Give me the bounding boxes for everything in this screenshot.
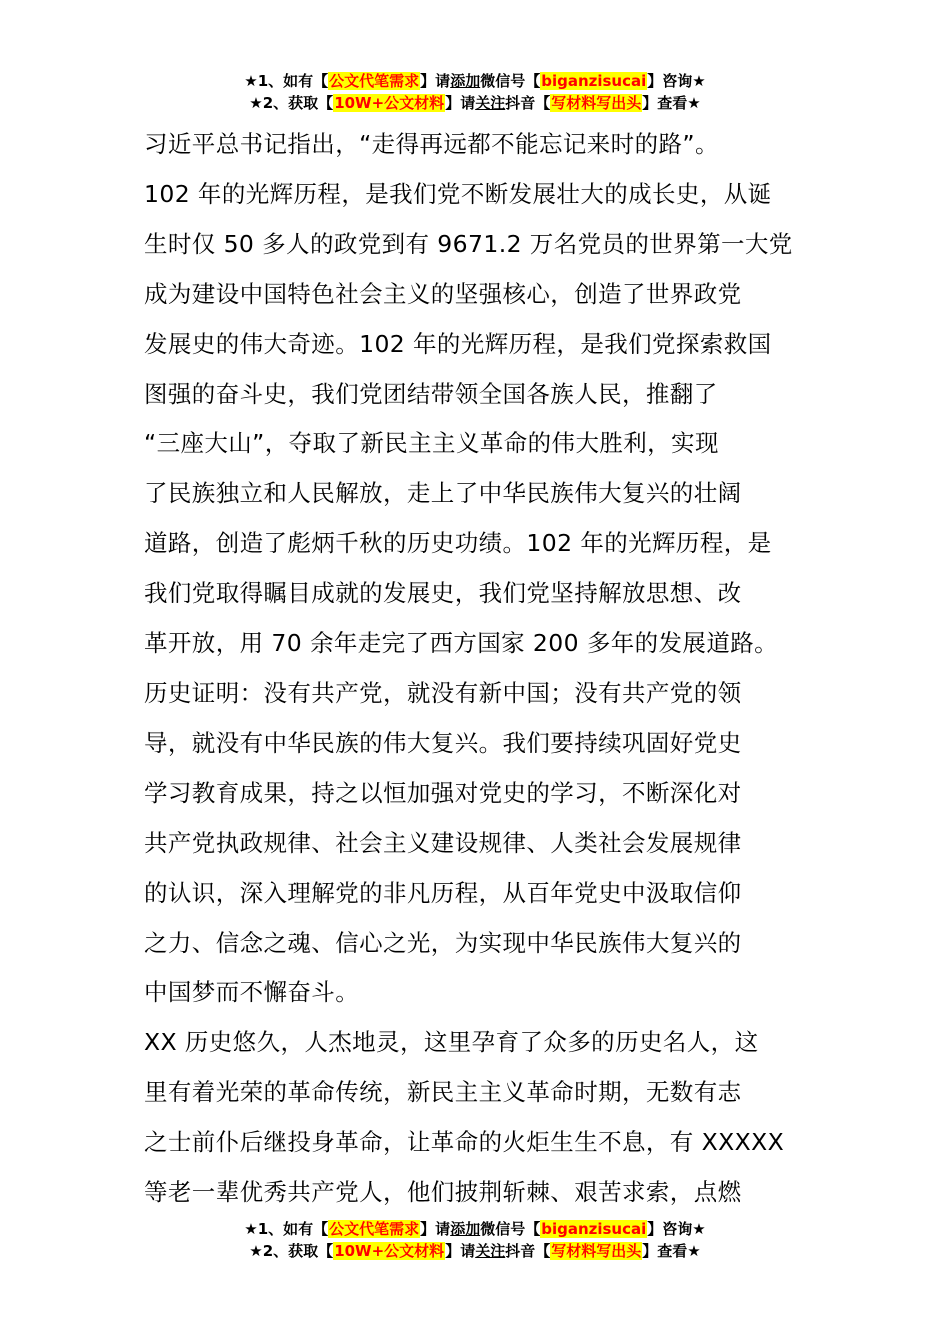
body-line: 发展史的伟大奇迹。102 年的光辉历程，是我们党探索救国: [144, 329, 772, 358]
promo-text: 微信号【: [480, 1220, 541, 1238]
body-line: 图强的奋斗史，我们党团结带领全国各族人民，推翻了: [144, 379, 718, 408]
body-line: 导，就没有中华民族的伟大复兴。我们要持续巩固好党史: [144, 728, 742, 757]
promo-tag-wechat-id: biganzisucai: [541, 72, 647, 90]
promo-suffix: 】咨询★: [647, 72, 706, 90]
promo-suffix: 】查看★: [642, 1242, 701, 1260]
promo-add-text: 添加: [450, 1220, 481, 1238]
body-line: 共产党执政规律、社会主义建设规律、人类社会发展规律: [144, 828, 742, 857]
promo-suffix: 】咨询★: [647, 1220, 706, 1238]
promo-tag-materials: 10W+公文材料: [334, 94, 445, 112]
promo-prefix: ★1、如有【: [244, 1220, 329, 1238]
promo-tag-writing-service: 公文代笔需求: [329, 72, 420, 90]
promo-prefix: ★1、如有【: [244, 72, 329, 90]
promo-tag-douyin: 写材料写出头: [551, 94, 642, 112]
body-line: 历史证明：没有共产党，就没有新中国；没有共产党的领: [144, 678, 742, 707]
body-line: 习近平总书记指出，“走得再远都不能忘记来时的路”。: [144, 130, 719, 158]
body-line: 里有着光荣的革命传统，新民主主义革命时期，无数有志: [144, 1078, 742, 1107]
promo-follow-text: 关注: [475, 94, 506, 112]
promo-suffix: 】查看★: [642, 94, 701, 112]
body-line: 我们党取得瞩目成就的发展史，我们党坚持解放思想、改: [144, 579, 742, 608]
body-line: 之力、信念之魂、信心之光，为实现中华民族伟大复兴的: [144, 928, 742, 957]
document-body: [144, 120, 824, 1218]
body-line: 中国梦而不懈奋斗。: [144, 978, 360, 1007]
body-line: 生时仅 50 多人的政党到有 9671.2 万名党员的世界第一大党: [144, 229, 793, 258]
body-line: 等老一辈优秀共产党人，他们披荆斩棘、艰苦求索，点燃: [144, 1178, 742, 1207]
promo-text: 抖音【: [505, 1242, 551, 1260]
promo-text: 】请: [445, 94, 476, 112]
promo-text: 】请: [445, 1242, 476, 1260]
promo-prefix: ★2、获取【: [249, 1242, 334, 1260]
body-line: XX 历史悠久，人杰地灵，这里孕育了众多的历史名人，这: [144, 1028, 759, 1057]
promo-add-text: 添加: [450, 72, 481, 90]
body-line: “三座大山”，夺取了新民主主义革命的伟大胜利，实现: [144, 429, 719, 458]
promo-line-materials: [0, 92, 950, 114]
body-line: 了民族独立和人民解放，走上了中华民族伟大复兴的壮阔: [144, 479, 742, 508]
promo-text: 】请: [420, 1220, 451, 1238]
promo-follow-text: 关注: [475, 1242, 506, 1260]
promo-banner-top: [0, 70, 950, 114]
promo-text: 抖音【: [505, 94, 551, 112]
body-line: 道路，创造了彪炳千秋的历史功绩。102 年的光辉历程，是: [144, 529, 772, 558]
promo-line-materials: [0, 1240, 950, 1262]
promo-tag-douyin: 写材料写出头: [551, 1242, 642, 1260]
promo-line-consult: [0, 70, 950, 92]
promo-text: 微信号【: [480, 72, 541, 90]
body-line: 革开放，用 70 余年走完了西方国家 200 多年的发展道路。: [144, 629, 779, 658]
promo-tag-materials: 10W+公文材料: [334, 1242, 445, 1260]
body-line: 102 年的光辉历程，是我们党不断发展壮大的成长史，从诞: [144, 179, 772, 208]
promo-prefix: ★2、获取【: [249, 94, 334, 112]
promo-text: 】请: [420, 72, 451, 90]
body-line: 之士前仆后继投身革命，让革命的火炬生生不息，有 XXXXX: [144, 1128, 785, 1157]
body-line: 成为建设中国特色社会主义的坚强核心，创造了世界政党: [144, 279, 742, 308]
promo-banner-bottom: [0, 1218, 950, 1262]
promo-tag-writing-service: 公文代笔需求: [329, 1220, 420, 1238]
body-line: 的认识，深入理解党的非凡历程，从百年党史中汲取信仰: [144, 878, 742, 907]
body-line: 学习教育成果，持之以恒加强对党史的学习，不断深化对: [144, 778, 742, 807]
promo-tag-wechat-id: biganzisucai: [541, 1220, 647, 1238]
promo-line-consult: [0, 1218, 950, 1240]
